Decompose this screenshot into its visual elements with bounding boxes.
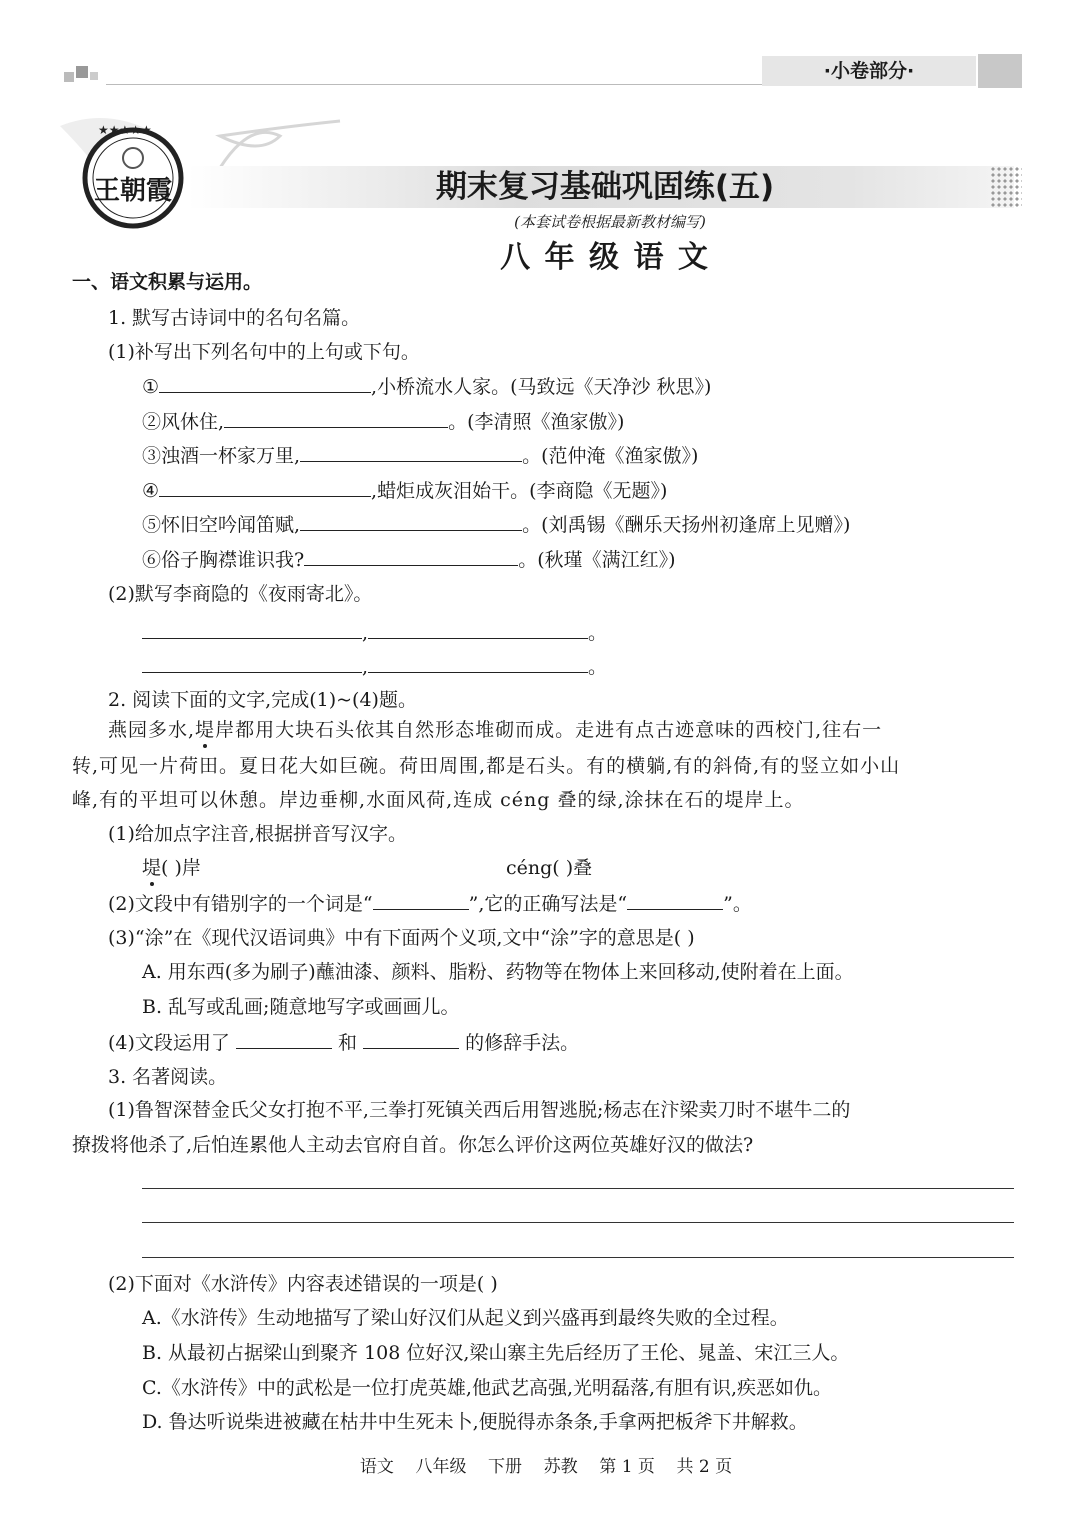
passage-line-3: 峰,有的平坦可以休憩。岸边垂柳,水面风荷,连成 céng 叠的绿,涂抹在石的堤岸上。 xyxy=(72,789,805,811)
dotted-char: 堤 xyxy=(142,854,161,882)
answer-blank[interactable] xyxy=(304,545,518,566)
answer-blank[interactable] xyxy=(373,889,469,910)
q2-sub3-option-b: B. 乱写或乱画;随意地写字或画画儿。 xyxy=(142,996,460,1018)
answer-blank[interactable] xyxy=(224,407,448,428)
page-footer: 语文 八年级 下册 苏教 第 1 页 共 2 页 xyxy=(359,1457,733,1477)
q3-option-c: C.《水浒传》中的武松是一位打虎英雄,他武艺高强,光明磊落,有胆有识,疾恶如仇。 xyxy=(142,1377,833,1399)
q2-sub4-text: 的修辞手法。 xyxy=(465,1032,580,1054)
q2-sub2-text: (2)文段中有错别字的一个词是“ xyxy=(108,893,373,915)
item-number: ④ xyxy=(142,480,160,502)
answer-blank[interactable] xyxy=(159,476,371,497)
period: 。 xyxy=(588,622,608,644)
q1-item-5 xyxy=(142,510,850,539)
q1-item-1 xyxy=(142,372,711,401)
poem-line-2 xyxy=(142,652,607,681)
answer-blank[interactable] xyxy=(236,1028,332,1049)
q3-option-b: B. 从最初占据梁山到聚齐 108 位好汉,梁山寨主先后经历了王伦、晁盖、宋江三人。 xyxy=(142,1342,850,1364)
item-pre: 浊酒一杯家万里, xyxy=(161,445,301,467)
answer-blank[interactable] xyxy=(363,1028,459,1049)
answer-blank[interactable] xyxy=(368,652,588,673)
q1-item-6 xyxy=(142,545,676,574)
q2-sub2-text: ”。 xyxy=(723,893,752,915)
period: 。 xyxy=(588,656,608,678)
answer-line[interactable] xyxy=(142,1222,1014,1223)
item-pre: 风休住, xyxy=(161,411,225,433)
logo-seal xyxy=(78,120,188,230)
q3-sub1-line1: (1)鲁智深替金氏父女打抱不平,三拳打死镇关西后用智逃脱;杨志在汴梁卖刀时不堪牛二的 xyxy=(108,1099,851,1121)
passage-line-1 xyxy=(108,716,882,744)
answer-blank[interactable] xyxy=(300,441,522,462)
item-number: ③ xyxy=(142,445,162,467)
q2-stem: 2. 阅读下面的文字,完成(1)~(4)题。 xyxy=(108,689,417,711)
section-tag-block xyxy=(978,54,1022,88)
item-number: ⑤ xyxy=(142,514,162,536)
comma: , xyxy=(362,656,369,678)
item-number: ⑥ xyxy=(142,549,162,571)
item-text: 。(范仲淹《渔家傲》) xyxy=(522,445,699,467)
title-bar-dots xyxy=(990,166,1022,208)
grade-subject: 八 年 级 语 文 xyxy=(500,240,710,275)
svg-text:★★★★★: ★★★★★ xyxy=(98,123,152,137)
q1-item-3 xyxy=(142,441,698,470)
q2-sub4-text: (4)文段运用了 xyxy=(108,1032,230,1054)
item-text: 。(刘禹锡《酬乐天扬州初逢席上见赠》) xyxy=(522,514,851,536)
q2-sub4-text: 和 xyxy=(338,1032,358,1054)
q2-sub2-text: ”,它的正确写法是“ xyxy=(468,893,628,915)
logo-text: 王朝霞 xyxy=(93,176,172,206)
item-text: ,小桥流水人家。(马致远《天净沙 秋思》) xyxy=(371,376,712,398)
item-number: ① xyxy=(142,376,160,398)
q2-sub1-answer-a xyxy=(142,854,201,882)
section-tag: ·小卷部分· xyxy=(762,56,976,86)
q1-sub1: (1)补写出下列名句中的上句或下句。 xyxy=(108,341,420,363)
passage-line-2: 转,可见一片荷田。夏日花大如巨碗。荷田周围,都是石头。有的横躺,有的斜倚,有的竖立如小山 xyxy=(72,755,901,777)
answer-line[interactable] xyxy=(142,1257,1014,1258)
q3-sub2: (2)下面对《水浒传》内容表述错误的一项是( ) xyxy=(108,1273,498,1295)
q1-sub2: (2)默写李商隐的《夜雨寄北》。 xyxy=(108,583,373,605)
answer-blank[interactable] xyxy=(368,618,588,639)
q2-sub4 xyxy=(108,1028,579,1057)
q2-sub3-option-a: A. 用东西(多为刷子)蘸油漆、颜料、脂粉、药物等在物体上来回移动,使附着在上面。 xyxy=(142,961,854,983)
pinyin-blank[interactable]: ( )岸 xyxy=(161,857,201,879)
q3-sub1-line2: 撩拨将他杀了,后怕连累他人主动去官府自首。你怎么评价这两位英雄好汉的做法? xyxy=(72,1134,754,1156)
q1-stem: 1. 默写古诗词中的名句名篇。 xyxy=(108,307,361,329)
item-text: 。(秋瑾《满江红》) xyxy=(518,549,676,571)
q2-sub1-answer-b: céng( )叠 xyxy=(506,857,593,879)
q3-option-d: D. 鲁达听说柴进被藏在枯井中生死未卜,便脱得赤条条,手拿两把板斧下井解救。 xyxy=(142,1411,808,1433)
q3-option-a: A.《水浒传》生动地描写了梁山好汉们从起义到兴盛再到最终失败的全过程。 xyxy=(142,1307,789,1329)
poem-line-1 xyxy=(142,618,607,647)
item-text: ,蜡炬成灰泪始干。(李商隐《无题》) xyxy=(371,480,668,502)
answer-blank[interactable] xyxy=(142,652,362,673)
answer-line[interactable] xyxy=(142,1188,1014,1189)
q2-sub1: (1)给加点字注音,根据拼音写汉字。 xyxy=(108,823,407,845)
page-title: 期末复习基础巩固练(五) xyxy=(435,169,775,205)
q3-stem: 3. 名著阅读。 xyxy=(108,1066,228,1088)
passage-text: 岸都用大块石头依其自然形态堆砌而成。走进有点古迹意味的西校门,往右一 xyxy=(215,719,883,741)
corner-squares-decoration xyxy=(64,62,104,86)
comma: , xyxy=(362,622,369,644)
q2-sub3: (3)“涂”在《现代汉语词典》中有下面两个义项,文中“涂”字的意思是( ) xyxy=(108,927,695,949)
answer-blank[interactable] xyxy=(142,618,362,639)
item-pre: 俗子胸襟谁识我? xyxy=(161,549,305,571)
answer-blank[interactable] xyxy=(159,372,371,393)
dotted-char: 堤 xyxy=(195,716,215,744)
q1-item-4 xyxy=(142,476,667,505)
answer-blank[interactable] xyxy=(300,510,522,531)
q1-item-2 xyxy=(142,407,624,436)
answer-blank[interactable] xyxy=(627,889,723,910)
item-pre: 怀旧空吟闻笛赋, xyxy=(161,514,301,536)
item-number: ② xyxy=(142,411,162,433)
passage-text: 燕园多水, xyxy=(108,719,196,741)
section-heading: 一、语文积累与运用。 xyxy=(72,271,263,293)
item-text: 。(李清照《渔家傲》) xyxy=(448,411,625,433)
subtitle: (本套试卷根据最新教材编写) xyxy=(514,213,706,231)
q2-sub2 xyxy=(108,889,752,918)
